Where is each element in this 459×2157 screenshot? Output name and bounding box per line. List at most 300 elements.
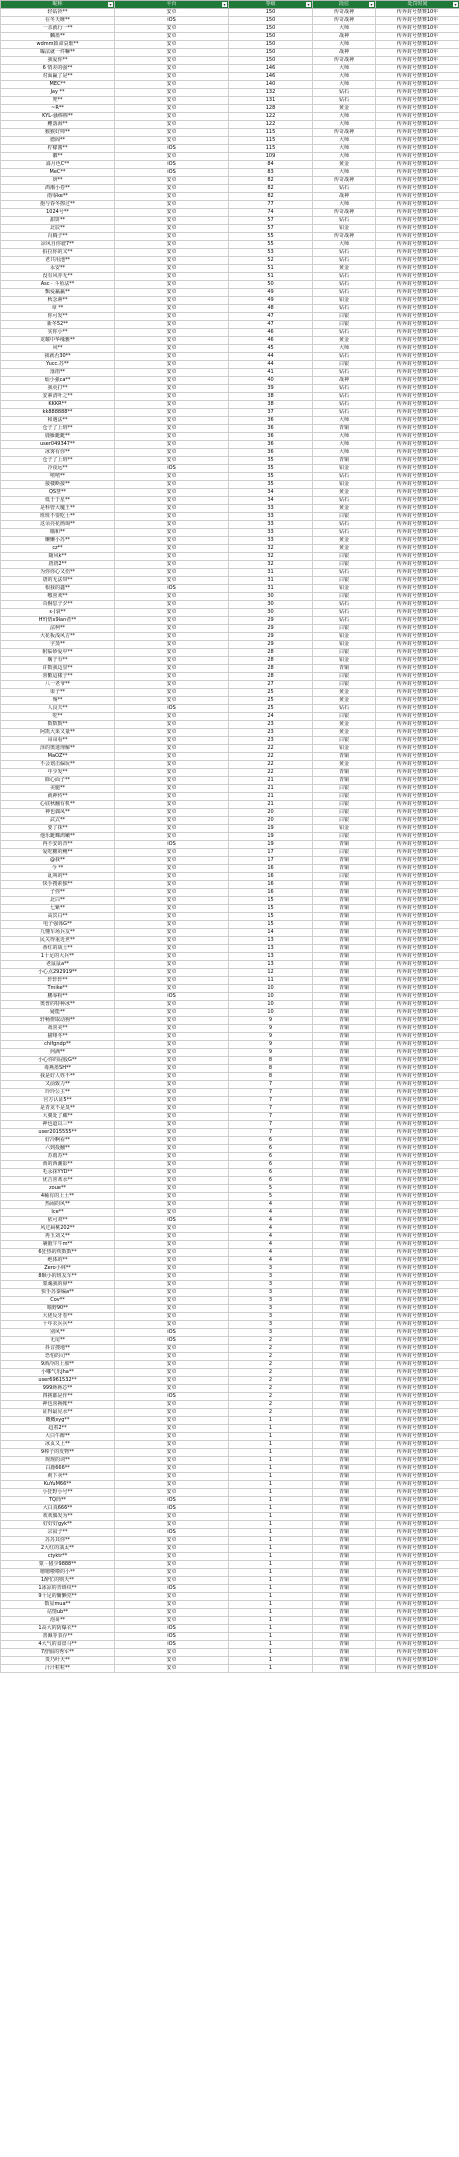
cell-platform: 安卓	[115, 1321, 229, 1329]
table-row	[1, 1353, 459, 1361]
cell-rank: 白银	[313, 849, 376, 857]
table-row	[1, 633, 459, 641]
cell-nickname: 我更打**	[1, 385, 115, 393]
cell-nickname: 柠檬酱**	[1, 145, 115, 153]
cell-rank: 青铜	[313, 1057, 376, 1065]
table-row	[1, 1241, 459, 1249]
table-row	[1, 457, 459, 465]
cell-platform: iOS	[115, 1217, 229, 1225]
cell-penalty: 传奔封号禁赛10年	[376, 609, 459, 617]
cell-level: 109	[229, 153, 313, 161]
cell-nickname: 心底秋翻有机**	[1, 801, 115, 809]
cell-penalty: 传奔封号禁赛10年	[376, 585, 459, 593]
cell-nickname: 我爱你**	[1, 57, 115, 65]
table-row	[1, 1145, 459, 1153]
cell-rank: 青铜	[313, 1289, 376, 1297]
table-row	[1, 1473, 459, 1481]
cell-platform: 安卓	[115, 609, 229, 617]
cell-penalty: 传奔封号禁赛10年	[376, 1289, 459, 1297]
cell-platform: 安卓	[115, 73, 229, 81]
table-row	[1, 705, 459, 713]
column-header-platform[interactable]	[115, 1, 229, 9]
cell-platform: 安卓	[115, 665, 229, 673]
cell-penalty: 传奔封号禁赛10年	[376, 833, 459, 841]
table-row	[1, 721, 459, 729]
cell-platform: 安卓	[115, 865, 229, 873]
table-row	[1, 1585, 459, 1593]
cell-rank: 青铜	[313, 1377, 376, 1385]
table-row	[1, 409, 459, 417]
cell-level: 13	[229, 945, 313, 953]
cell-platform: 安卓	[115, 1001, 229, 1009]
cell-level: 150	[229, 33, 313, 41]
cell-penalty: 传奔封号禁赛10年	[376, 753, 459, 761]
cell-penalty: 传奔封号禁赛10年	[376, 1649, 459, 1657]
cell-platform: iOS	[115, 1393, 229, 1401]
cell-nickname: 1024号**	[1, 209, 115, 217]
cell-rank: 钻石	[313, 217, 376, 225]
cell-platform: iOS	[115, 161, 229, 169]
cell-rank: 青铜	[313, 1169, 376, 1177]
cell-platform: 安卓	[115, 313, 229, 321]
cell-platform: iOS	[115, 1641, 229, 1649]
cell-level: 3	[229, 1273, 313, 1281]
cell-rank: 青铜	[313, 1513, 376, 1521]
cell-penalty: 传奔封号禁赛10年	[376, 1041, 459, 1049]
cell-level: 16	[229, 873, 313, 881]
cell-penalty: 传奔封号禁赛10年	[376, 49, 459, 57]
table-row	[1, 577, 459, 585]
cell-nickname: 泽的奥迷理解**	[1, 745, 115, 753]
cell-penalty: 传奔封号禁赛10年	[376, 89, 459, 97]
cell-level: 7	[229, 1089, 313, 1097]
cell-rank: 黄金	[313, 697, 376, 705]
cell-platform: 安卓	[115, 561, 229, 569]
cell-level: 30	[229, 593, 313, 601]
cell-nickname: 鹏零粉**	[1, 993, 115, 1001]
cell-level: 2	[229, 1377, 313, 1385]
cell-level: 8	[229, 1065, 313, 1073]
cell-platform: 安卓	[115, 1185, 229, 1193]
table-row	[1, 1169, 459, 1177]
cell-penalty: 传奔封号禁赛10年	[376, 201, 459, 209]
table-row	[1, 1633, 459, 1641]
cell-level: 2	[229, 1409, 313, 1417]
cell-nickname: 灿小强ca**	[1, 377, 115, 385]
table-row	[1, 1409, 459, 1417]
cell-platform: 安卓	[115, 201, 229, 209]
cell-level: 2	[229, 1393, 313, 1401]
cell-level: 82	[229, 185, 313, 193]
table-row	[1, 553, 459, 561]
cell-rank: 青铜	[313, 1025, 376, 1033]
cell-platform: 安卓	[115, 409, 229, 417]
cell-level: 51	[229, 265, 313, 273]
cell-level: 29	[229, 625, 313, 633]
cell-penalty: 传奔封号禁赛10年	[376, 969, 459, 977]
cell-rank: 白银	[313, 321, 376, 329]
table-row	[1, 521, 459, 529]
cell-penalty: 传奔封号禁赛10年	[376, 385, 459, 393]
cell-rank: 青铜	[313, 1033, 376, 1041]
cell-platform: 安卓	[115, 49, 229, 57]
cell-nickname: KuYuM66**	[1, 1481, 115, 1489]
column-header-level[interactable]	[229, 1, 313, 9]
table-row	[1, 593, 459, 601]
cell-level: 52	[229, 257, 313, 265]
cell-nickname: 抖音搜地**	[1, 1345, 115, 1353]
cell-level: 6	[229, 1161, 313, 1169]
cell-penalty: 传奔封号禁赛10年	[376, 1585, 459, 1593]
cell-penalty: 传奔封号禁赛10年	[376, 177, 459, 185]
cell-nickname: 猫啡冬**	[1, 1033, 115, 1041]
cell-penalty: 传奔封号禁赛10年	[376, 369, 459, 377]
table-row	[1, 785, 459, 793]
cell-level: 38	[229, 401, 313, 409]
table-row	[1, 865, 459, 873]
cell-rank: 青铜	[313, 1145, 376, 1153]
cell-rank: 铂金	[313, 633, 376, 641]
table-row	[1, 313, 459, 321]
cell-level: 1	[229, 1449, 313, 1457]
cell-penalty: 传奔封号禁赛10年	[376, 673, 459, 681]
cell-rank: 钻石	[313, 409, 376, 417]
cell-level: 29	[229, 641, 313, 649]
cell-nickname: 9棒子的发物**	[1, 1449, 115, 1457]
cell-level: 24	[229, 713, 313, 721]
table-row	[1, 1057, 459, 1065]
cell-nickname: 猴猴好帅**	[1, 129, 115, 137]
filter-dropdown-icon[interactable]: ▾	[370, 2, 373, 7]
table-row	[1, 1313, 459, 1321]
cell-nickname: 8颗小的班友车**	[1, 1273, 115, 1281]
table-row	[1, 1217, 459, 1225]
table-row	[1, 385, 459, 393]
cell-rank: 青铜	[313, 905, 376, 913]
cell-nickname: 再不安的青**	[1, 841, 115, 849]
cell-rank: 青铜	[313, 1665, 376, 1673]
cell-platform: 安卓	[115, 1369, 229, 1377]
cell-rank: 战神	[313, 33, 376, 41]
cell-rank: 青铜	[313, 1073, 376, 1081]
cell-penalty: 传奔封号禁赛10年	[376, 81, 459, 89]
cell-level: 2	[229, 1401, 313, 1409]
cell-level: 16	[229, 865, 313, 873]
cell-level: 146	[229, 73, 313, 81]
table-row	[1, 169, 459, 177]
cell-penalty: 传奔封号禁赛10年	[376, 457, 459, 465]
table-row	[1, 609, 459, 617]
cell-level: 150	[229, 41, 313, 49]
cell-rank: 青铜	[313, 921, 376, 929]
cell-nickname: 鹿雁蜓蜓**	[1, 433, 115, 441]
cell-platform: iOS	[115, 1329, 229, 1337]
cell-rank: 钻石	[313, 521, 376, 529]
filter-dropdown-icon[interactable]: ▾	[109, 2, 112, 7]
cell-penalty: 传奔封号禁赛10年	[376, 1089, 459, 1097]
cell-penalty: 传奔封号禁赛10年	[376, 1017, 459, 1025]
cell-level: 1	[229, 1657, 313, 1665]
cell-nickname: KKKR**	[1, 401, 115, 409]
cell-rank: 铂金	[313, 657, 376, 665]
cell-level: 55	[229, 241, 313, 249]
cell-nickname: 人良夫**	[1, 705, 115, 713]
cell-penalty: 传奔封号禁赛10年	[376, 1633, 459, 1641]
cell-rank: 青铜	[313, 1521, 376, 1529]
cell-nickname: 大白牛醉**	[1, 1433, 115, 1441]
table-row	[1, 1369, 459, 1377]
cell-penalty: 传奔封号禁赛10年	[376, 1377, 459, 1385]
cell-rank: 青铜	[313, 1225, 376, 1233]
cell-level: 1	[229, 1513, 313, 1521]
cell-nickname: 别风**	[1, 1329, 115, 1337]
cell-nickname: 蒂红的战士**	[1, 945, 115, 953]
cell-level: 44	[229, 353, 313, 361]
cell-nickname: 何满**	[1, 1049, 115, 1057]
cell-rank: 青铜	[313, 1361, 376, 1369]
cell-level: 25	[229, 689, 313, 697]
cell-rank: 青铜	[313, 961, 376, 969]
table-row	[1, 745, 459, 753]
cell-rank: 青铜	[313, 1345, 376, 1353]
table-row	[1, 561, 459, 569]
cell-rank: 白银	[313, 513, 376, 521]
cell-level: 7	[229, 1097, 313, 1105]
cell-nickname: 裹骰午牛m**	[1, 1241, 115, 1249]
cell-rank: 青铜	[313, 1105, 376, 1113]
cell-nickname: 永安**	[1, 265, 115, 273]
cell-rank: 青铜	[313, 457, 376, 465]
cell-platform: 安卓	[115, 1649, 229, 1657]
cell-penalty: 传奔封号禁赛10年	[376, 1345, 459, 1353]
cell-platform: 安卓	[115, 641, 229, 649]
cell-platform: 安卓	[115, 457, 229, 465]
table-row	[1, 969, 459, 977]
cell-nickname: 接楼断接**	[1, 481, 115, 489]
cell-nickname: 不会划击偏玩**	[1, 761, 115, 769]
cell-platform: 安卓	[115, 1361, 229, 1369]
cell-level: 19	[229, 825, 313, 833]
cell-rank: 青铜	[313, 1569, 376, 1577]
cell-penalty: 传奔封号禁赛10年	[376, 1257, 459, 1265]
cell-nickname: 嗷喜欢**	[1, 593, 115, 601]
cell-platform: 安卓	[115, 873, 229, 881]
cell-nickname: 你可发**	[1, 313, 115, 321]
cell-nickname: 冰雾有你**	[1, 449, 115, 457]
cell-level: 10	[229, 1001, 313, 1009]
cell-level: 1	[229, 1665, 313, 1673]
cell-nickname: QS慧**	[1, 489, 115, 497]
cell-penalty: 传奔封号禁赛10年	[376, 1609, 459, 1617]
cell-level: 115	[229, 137, 313, 145]
table-row	[1, 17, 459, 25]
cell-penalty: 传奔封号禁赛10年	[376, 529, 459, 537]
table-row	[1, 1289, 459, 1297]
cell-level: 8	[229, 1057, 313, 1065]
cell-platform: 安卓	[115, 633, 229, 641]
column-header-penalty[interactable]	[376, 1, 459, 9]
table-row	[1, 105, 459, 113]
cell-nickname: @我**	[1, 857, 115, 865]
cell-level: 33	[229, 505, 313, 513]
cell-platform: 安卓	[115, 1273, 229, 1281]
cell-level: 131	[229, 97, 313, 105]
cell-penalty: 传奔封号禁赛10年	[376, 1121, 459, 1129]
cell-level: 20	[229, 817, 313, 825]
cell-nickname: 冰页又上**	[1, 1441, 115, 1449]
cell-nickname: 落雨**	[1, 369, 115, 377]
cell-platform: 安卓	[115, 473, 229, 481]
cell-platform: 安卓	[115, 249, 229, 257]
cell-level: 1	[229, 1433, 313, 1441]
table-row	[1, 353, 459, 361]
cell-platform: 安卓	[115, 1553, 229, 1561]
cell-platform: 安卓	[115, 833, 229, 841]
cell-level: 2	[229, 1345, 313, 1353]
table-row	[1, 33, 459, 41]
cell-platform: 安卓	[115, 1441, 229, 1449]
table-row	[1, 121, 459, 129]
table-row	[1, 1329, 459, 1337]
cell-rank: 青铜	[313, 1337, 376, 1345]
cell-rank: 青铜	[313, 1137, 376, 1145]
cell-platform: 安卓	[115, 425, 229, 433]
cell-nickname: 大花板浅风吉**	[1, 633, 115, 641]
cell-nickname: 百腾子**	[1, 233, 115, 241]
cell-platform: 安卓	[115, 793, 229, 801]
cell-level: 19	[229, 833, 313, 841]
cell-level: 10	[229, 993, 313, 1001]
cell-platform: 安卓	[115, 1081, 229, 1089]
cell-platform: 安卓	[115, 1513, 229, 1521]
cell-penalty: 传奔封号禁赛10年	[376, 1049, 459, 1057]
cell-penalty: 传奔封号禁赛10年	[376, 665, 459, 673]
table-row	[1, 673, 459, 681]
cell-rank: 传奇战神	[313, 177, 376, 185]
cell-platform: 安卓	[115, 553, 229, 561]
cell-rank: 青铜	[313, 1593, 376, 1601]
cell-nickname: 6狂热的埃数数**	[1, 1249, 115, 1257]
cell-level: 83	[229, 169, 313, 177]
cell-penalty: 传奔封号禁赛10年	[376, 281, 459, 289]
cell-penalty: 传奔封号禁赛10年	[376, 641, 459, 649]
table-row	[1, 321, 459, 329]
table-row	[1, 625, 459, 633]
table-row	[1, 1065, 459, 1073]
cell-rank: 大师	[313, 241, 376, 249]
cell-nickname: 电子强体G**	[1, 921, 115, 929]
cell-level: 47	[229, 313, 313, 321]
cell-platform: 安卓	[115, 1281, 229, 1289]
cell-platform: 安卓	[115, 577, 229, 585]
cell-platform: 安卓	[115, 393, 229, 401]
cell-platform: iOS	[115, 145, 229, 153]
table-row	[1, 1161, 459, 1169]
cell-platform: 安卓	[115, 881, 229, 889]
cell-rank: 青铜	[313, 1473, 376, 1481]
cell-penalty: 传奔封号禁赛10年	[376, 857, 459, 865]
cell-platform: 安卓	[115, 81, 229, 89]
cell-platform: 安卓	[115, 785, 229, 793]
cell-platform: 安卓	[115, 945, 229, 953]
cell-level: 1	[229, 1577, 313, 1585]
cell-penalty: 传奔封号禁赛10年	[376, 905, 459, 913]
cell-platform: 安卓	[115, 1225, 229, 1233]
cell-nickname: HY(情x9lan者**	[1, 617, 115, 625]
cell-penalty: 传奔封号禁赛10年	[376, 713, 459, 721]
cell-nickname: 我就否30**	[1, 353, 115, 361]
cell-platform: iOS	[115, 1337, 229, 1345]
table-row	[1, 225, 459, 233]
cell-penalty: 传奔封号禁赛10年	[376, 1025, 459, 1033]
column-header-label: 昵称	[52, 1, 63, 7]
cell-nickname: 站情ub**	[1, 1609, 115, 1617]
cell-nickname: 趋着2**	[1, 1425, 115, 1433]
table-row	[1, 1601, 459, 1609]
cell-rank: 钻石	[313, 305, 376, 313]
cell-platform: 安卓	[115, 737, 229, 745]
cell-penalty: 传奔封号禁赛10年	[376, 1201, 459, 1209]
cell-platform: 安卓	[115, 1601, 229, 1609]
cell-nickname: 大佬反牙卷**	[1, 1313, 115, 1321]
cell-rank: 白银	[313, 801, 376, 809]
cell-rank: 青铜	[313, 753, 376, 761]
cell-platform: iOS	[115, 841, 229, 849]
filter-dropdown-icon[interactable]: ▾	[307, 2, 310, 7]
cell-level: 4	[229, 1233, 313, 1241]
cell-rank: 青铜	[313, 1241, 376, 1249]
cell-penalty: 传奔封号禁赛10年	[376, 561, 459, 569]
cell-rank: 青铜	[313, 865, 376, 873]
cell-level: 82	[229, 177, 313, 185]
cell-level: 3	[229, 1265, 313, 1273]
cell-penalty: 传奔封号禁赛10年	[376, 929, 459, 937]
cell-penalty: 传奔封号禁赛10年	[376, 145, 459, 153]
cell-level: 50	[229, 281, 313, 289]
table-row	[1, 289, 459, 297]
cell-level: 31	[229, 577, 313, 585]
cell-platform: 安卓	[115, 625, 229, 633]
cell-level: 6	[229, 1137, 313, 1145]
cell-level: 1	[229, 1529, 313, 1537]
cell-level: 51	[229, 273, 313, 281]
cell-rank: 白银	[313, 833, 376, 841]
cell-penalty: 传奔封号禁赛10年	[376, 1665, 459, 1673]
cell-nickname: 奥普的特种冰**	[1, 1001, 115, 1009]
filter-dropdown-icon[interactable]: ▾	[454, 2, 457, 7]
cell-nickname: 神也偶凤**	[1, 809, 115, 817]
cell-level: 41	[229, 369, 313, 377]
cell-level: 20	[229, 809, 313, 817]
table-row	[1, 601, 459, 609]
cell-platform: 安卓	[115, 769, 229, 777]
table-row	[1, 913, 459, 921]
table-row	[1, 1625, 459, 1633]
cell-penalty: 传奔封号禁赛10年	[376, 593, 459, 601]
cell-nickname: 官方认证5**	[1, 1097, 115, 1105]
column-header-rank[interactable]	[313, 1, 376, 9]
table-row	[1, 841, 459, 849]
cell-level: 35	[229, 473, 313, 481]
cell-platform: iOS	[115, 1505, 229, 1513]
table-row	[1, 1097, 459, 1105]
column-header-nickname[interactable]	[1, 1, 115, 9]
cell-rank: 青铜	[313, 1609, 376, 1617]
cell-rank: 黄金	[313, 105, 376, 113]
filter-dropdown-icon[interactable]: ▾	[223, 2, 226, 7]
table-row	[1, 465, 459, 473]
cell-nickname: 神也道以三**	[1, 1121, 115, 1129]
